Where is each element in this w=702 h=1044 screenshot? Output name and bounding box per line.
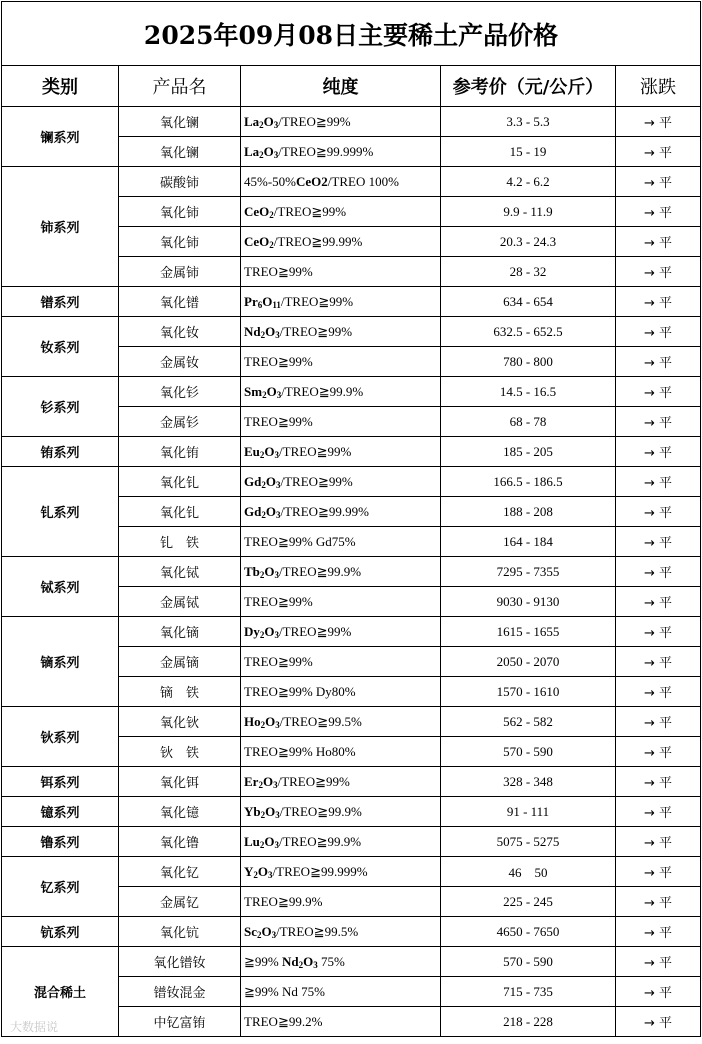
purity-segment: 6: [257, 299, 263, 310]
change-cell: → 平: [616, 827, 701, 857]
purity-cell: [241, 677, 441, 707]
purity-cell: [241, 287, 441, 317]
purity-cell: [241, 527, 441, 557]
purity-segment: Y: [244, 863, 254, 879]
purity-cell: [241, 257, 441, 287]
purity-cell: [241, 737, 441, 767]
purity-segment: O: [265, 473, 276, 489]
purity-cell: [241, 227, 441, 257]
purity-cell: [241, 167, 441, 197]
product-cell: 氧化钪: [119, 917, 241, 947]
change-cell: → 平: [616, 497, 701, 527]
table-row: [2, 377, 701, 407]
category-cell: 钪系列: [2, 917, 119, 947]
category-cell: 铈系列: [2, 167, 119, 287]
purity-segment: 3: [274, 839, 280, 850]
purity-segment: La: [244, 113, 260, 129]
purity-cell: [241, 617, 441, 647]
product-cell: 氧化镨钕: [119, 947, 241, 977]
purity-segment: 3: [271, 929, 277, 940]
purity-segment: O: [257, 863, 269, 879]
purity-segment: /TREO≧99%: [279, 623, 352, 639]
price-cell: 9.9 - 11.9: [441, 197, 616, 227]
product-cell: 钬 铁: [119, 737, 241, 767]
price-cell: 2050 - 2070: [441, 647, 616, 677]
price-cell: 570 - 590: [441, 737, 616, 767]
purity-segment: /TREO≧99.9%: [279, 833, 362, 849]
purity-segment: 2: [260, 329, 266, 340]
price-cell: 28 - 32: [441, 257, 616, 287]
price-cell: 3.3 - 5.3: [441, 107, 616, 137]
change-cell: → 平: [616, 347, 701, 377]
purity-segment: O: [265, 803, 276, 819]
price-cell: 5075 - 5275: [441, 827, 616, 857]
header-price: 参考价（元/公斤）: [441, 66, 616, 107]
purity-segment: 2: [269, 209, 274, 220]
change-cell: → 平: [616, 167, 701, 197]
page-title: 2025年09月08日主要稀土产品价格: [2, 2, 701, 66]
purity-segment: O: [264, 563, 275, 579]
product-cell: 氧化钆: [119, 467, 241, 497]
product-cell: 氧化钬: [119, 707, 241, 737]
purity-segment: 3: [275, 329, 280, 340]
purity-segment: TREO≧99%: [244, 263, 313, 279]
purity-segment: 2: [259, 839, 265, 850]
purity-segment: 3: [313, 959, 318, 970]
product-cell: 氧化铈: [119, 197, 241, 227]
table-row: [2, 857, 701, 887]
purity-segment: O: [264, 833, 275, 849]
header-change: 涨跌: [616, 66, 701, 107]
purity-segment: 3: [275, 509, 281, 520]
purity-segment: O: [265, 503, 276, 519]
purity-segment: Tb: [244, 563, 260, 579]
purity-segment: TREO≧99.9%: [244, 893, 323, 909]
product-cell: 氧化镧: [119, 137, 241, 167]
purity-segment: Eu: [244, 443, 260, 459]
purity-cell: [241, 767, 441, 797]
purity-segment: Er: [244, 773, 259, 789]
product-cell: 金属铽: [119, 587, 241, 617]
category-cell: 镧系列: [2, 107, 119, 167]
change-cell: → 平: [616, 797, 701, 827]
product-cell: 金属钐: [119, 407, 241, 437]
purity-segment: CeO: [244, 233, 270, 249]
purity-segment: 45%-50%: [244, 173, 296, 189]
price-cell: 14.5 - 16.5: [441, 377, 616, 407]
price-cell: 164 - 184: [441, 527, 616, 557]
purity-segment: /TREO≧99%: [279, 443, 352, 459]
purity-segment: /TREO≧99%: [277, 773, 350, 789]
category-cell: 镱系列: [2, 797, 119, 827]
purity-segment: ≧99%: [244, 953, 282, 969]
change-cell: → 平: [616, 587, 701, 617]
purity-segment: O: [264, 443, 275, 459]
purity-segment: 2: [259, 149, 264, 160]
change-cell: → 平: [616, 197, 701, 227]
table-row: [2, 797, 701, 827]
purity-segment: 2: [269, 239, 274, 250]
price-cell: 562 - 582: [441, 707, 616, 737]
purity-segment: /TREO≧99.5%: [276, 923, 359, 939]
purity-segment: 3: [275, 719, 280, 730]
purity-cell: [241, 407, 441, 437]
purity-segment: /TREO≧99.999%: [278, 143, 374, 159]
purity-segment: TREO≧99.2%: [244, 1013, 323, 1029]
purity-segment: 2: [258, 779, 263, 790]
table-row: [2, 107, 701, 137]
purity-segment: TREO≧99%: [244, 593, 313, 609]
price-cell: 166.5 - 186.5: [441, 467, 616, 497]
purity-cell: [241, 977, 441, 1007]
price-cell: 185 - 205: [441, 437, 616, 467]
purity-segment: Sc: [244, 923, 257, 939]
product-cell: 氧化钇: [119, 857, 241, 887]
product-cell: 氧化钐: [119, 377, 241, 407]
purity-segment: /TREO≧99%: [279, 323, 353, 339]
category-cell: 钆系列: [2, 467, 119, 557]
purity-cell: [241, 797, 441, 827]
product-cell: 氧化镱: [119, 797, 241, 827]
product-cell: 氧化镧: [119, 107, 241, 137]
purity-segment: 2: [259, 629, 265, 640]
change-cell: → 平: [616, 917, 701, 947]
purity-segment: 3: [275, 809, 280, 820]
purity-segment: 3: [274, 569, 280, 580]
purity-segment: TREO≧99% Gd75%: [244, 533, 356, 549]
purity-segment: Sm: [244, 383, 263, 399]
purity-segment: /TREO≧99%: [280, 293, 354, 309]
price-cell: 188 - 208: [441, 497, 616, 527]
product-cell: 金属铈: [119, 257, 241, 287]
product-cell: 中钇富铕: [119, 1007, 241, 1037]
purity-segment: 2: [259, 119, 264, 130]
purity-cell: [241, 317, 441, 347]
price-table: [1, 1, 701, 1037]
purity-segment: /TREO≧99.9%: [279, 563, 362, 579]
title-row: [2, 2, 701, 66]
product-cell: 金属镝: [119, 647, 241, 677]
purity-segment: TREO≧99%: [244, 413, 313, 429]
product-cell: 氧化镥: [119, 827, 241, 857]
price-cell: 7295 - 7355: [441, 557, 616, 587]
purity-segment: Dy: [244, 623, 260, 639]
purity-cell: [241, 827, 441, 857]
price-cell: 4.2 - 6.2: [441, 167, 616, 197]
price-cell: 634 - 654: [441, 287, 616, 317]
table-row: [2, 167, 701, 197]
category-cell: 铕系列: [2, 437, 119, 467]
purity-segment: 2: [253, 869, 258, 880]
purity-segment: 2: [259, 449, 265, 460]
purity-cell: [241, 437, 441, 467]
purity-cell: [241, 857, 441, 887]
product-cell: 氧化镝: [119, 617, 241, 647]
table-row: [2, 767, 701, 797]
purity-cell: [241, 587, 441, 617]
purity-segment: /TREO≧99.5%: [279, 713, 362, 729]
purity-segment: Gd: [244, 473, 262, 489]
change-cell: → 平: [616, 467, 701, 497]
purity-segment: /TREO 100%: [327, 173, 399, 189]
change-cell: → 平: [616, 527, 701, 557]
change-cell: → 平: [616, 617, 701, 647]
change-cell: → 平: [616, 857, 701, 887]
purity-cell: [241, 467, 441, 497]
purity-segment: O: [263, 113, 274, 129]
category-cell: 镝系列: [2, 617, 119, 707]
product-cell: 钆 铁: [119, 527, 241, 557]
product-cell: 氧化钆: [119, 497, 241, 527]
price-cell: 570 - 590: [441, 947, 616, 977]
change-cell: → 平: [616, 707, 701, 737]
purity-segment: TREO≧99% Ho80%: [244, 743, 356, 759]
purity-segment: Lu: [244, 833, 260, 849]
price-cell: 1615 - 1655: [441, 617, 616, 647]
product-cell: 碳酸铈: [119, 167, 241, 197]
change-cell: → 平: [616, 887, 701, 917]
purity-segment: Nd: [244, 323, 261, 339]
purity-segment: O: [266, 383, 277, 399]
product-cell: 金属钕: [119, 347, 241, 377]
purity-segment: O: [265, 713, 276, 729]
purity-cell: [241, 347, 441, 377]
purity-segment: 3: [275, 479, 281, 490]
purity-cell: [241, 1007, 441, 1037]
purity-segment: /TREO≧99%: [280, 473, 353, 489]
price-cell: 46 50: [441, 857, 616, 887]
purity-segment: O: [262, 773, 274, 789]
purity-cell: [241, 947, 441, 977]
price-cell: 218 - 228: [441, 1007, 616, 1037]
purity-segment: /TREO≧99.9%: [281, 383, 364, 399]
purity-segment: Pr: [244, 293, 258, 309]
purity-cell: [241, 197, 441, 227]
change-cell: → 平: [616, 1007, 701, 1037]
purity-segment: 3: [268, 869, 273, 880]
change-cell: → 平: [616, 557, 701, 587]
table-row: [2, 467, 701, 497]
purity-segment: 2: [260, 719, 266, 730]
change-cell: → 平: [616, 677, 701, 707]
change-cell: → 平: [616, 227, 701, 257]
price-cell: 225 - 245: [441, 887, 616, 917]
purity-segment: 2: [298, 959, 304, 970]
purity-segment: 2: [262, 389, 267, 400]
table-row: [2, 947, 701, 977]
header-category: 类别: [2, 66, 119, 107]
change-cell: → 平: [616, 437, 701, 467]
price-cell: 328 - 348: [441, 767, 616, 797]
purity-segment: /TREO≧99.99%: [280, 503, 369, 519]
category-cell: 铽系列: [2, 557, 119, 617]
purity-segment: O: [262, 293, 273, 309]
change-cell: → 平: [616, 377, 701, 407]
change-cell: → 平: [616, 257, 701, 287]
purity-segment: 2: [259, 569, 265, 580]
product-cell: 氧化铒: [119, 767, 241, 797]
purity-segment: 2: [260, 809, 266, 820]
purity-segment: 2: [261, 509, 266, 520]
category-cell: 镥系列: [2, 827, 119, 857]
change-cell: → 平: [616, 407, 701, 437]
category-cell: 铒系列: [2, 767, 119, 797]
watermark: 大数据说: [10, 1020, 59, 1034]
price-cell: 4650 - 7650: [441, 917, 616, 947]
table-row: [2, 287, 701, 317]
purity-cell: [241, 557, 441, 587]
price-cell: 715 - 735: [441, 977, 616, 1007]
purity-segment: TREO≧99% Dy80%: [244, 683, 356, 699]
purity-segment: O: [261, 923, 272, 939]
header-row: [2, 66, 701, 107]
product-cell: 镨钕混金: [119, 977, 241, 1007]
purity-segment: Yb: [244, 803, 261, 819]
price-cell: 9030 - 9130: [441, 587, 616, 617]
price-cell: 91 - 111: [441, 797, 616, 827]
change-cell: → 平: [616, 737, 701, 767]
change-cell: → 平: [616, 137, 701, 167]
price-cell: 68 - 78: [441, 407, 616, 437]
purity-segment: 3: [276, 389, 282, 400]
change-cell: → 平: [616, 977, 701, 1007]
category-cell: 混合稀土: [2, 947, 119, 1037]
purity-segment: /TREO≧99%: [273, 203, 347, 219]
purity-cell: [241, 917, 441, 947]
product-cell: 氧化铈: [119, 227, 241, 257]
purity-segment: Nd: [281, 953, 299, 969]
purity-segment: Ho: [244, 713, 261, 729]
table-row: [2, 827, 701, 857]
purity-segment: /TREO≧99.999%: [272, 863, 368, 879]
purity-segment: 3: [273, 119, 279, 130]
purity-segment: 3: [273, 779, 278, 790]
category-cell: 钐系列: [2, 377, 119, 437]
purity-segment: TREO≧99%: [244, 353, 313, 369]
purity-segment: La: [244, 143, 260, 159]
purity-segment: 3: [273, 149, 279, 160]
product-cell: 氧化钕: [119, 317, 241, 347]
purity-segment: O: [264, 623, 275, 639]
header-purity: 纯度: [241, 66, 441, 107]
purity-segment: 2: [257, 929, 262, 940]
purity-segment: 75%: [317, 953, 345, 969]
product-cell: 氧化镨: [119, 287, 241, 317]
purity-cell: [241, 497, 441, 527]
change-cell: → 平: [616, 107, 701, 137]
change-cell: → 平: [616, 767, 701, 797]
product-cell: 氧化铽: [119, 557, 241, 587]
price-cell: 632.5 - 652.5: [441, 317, 616, 347]
change-cell: → 平: [616, 287, 701, 317]
purity-segment: 3: [274, 449, 280, 460]
table-row: [2, 557, 701, 587]
price-cell: 1570 - 1610: [441, 677, 616, 707]
category-cell: 镨系列: [2, 287, 119, 317]
purity-segment: /TREO≧99.9%: [279, 803, 362, 819]
purity-segment: O: [263, 143, 274, 159]
price-cell: 20.3 - 24.3: [441, 227, 616, 257]
purity-segment: ≧99% Nd 75%: [244, 983, 325, 999]
price-cell: 780 - 800: [441, 347, 616, 377]
table-row: [2, 617, 701, 647]
price-cell: 15 - 19: [441, 137, 616, 167]
purity-segment: CeO: [296, 173, 322, 189]
category-cell: 钇系列: [2, 857, 119, 917]
change-cell: → 平: [616, 947, 701, 977]
table-row: [2, 917, 701, 947]
category-cell: 钬系列: [2, 707, 119, 767]
purity-segment: O: [265, 323, 276, 339]
purity-segment: 2: [321, 173, 328, 189]
purity-segment: Gd: [244, 503, 262, 519]
table-row: [2, 317, 701, 347]
purity-segment: /TREO≧99.99%: [273, 233, 363, 249]
table-row: [2, 437, 701, 467]
product-cell: 氧化铕: [119, 437, 241, 467]
table-row: [2, 707, 701, 737]
purity-cell: [241, 707, 441, 737]
purity-segment: 11: [272, 299, 281, 310]
purity-segment: /TREO≧99%: [278, 113, 351, 129]
purity-segment: 3: [274, 629, 280, 640]
purity-cell: [241, 107, 441, 137]
change-cell: → 平: [616, 317, 701, 347]
header-product: 产品名: [119, 66, 241, 107]
purity-cell: [241, 377, 441, 407]
product-cell: 镝 铁: [119, 677, 241, 707]
purity-cell: [241, 137, 441, 167]
change-cell: → 平: [616, 647, 701, 677]
category-cell: 钕系列: [2, 317, 119, 377]
purity-segment: O: [303, 953, 314, 969]
purity-cell: [241, 887, 441, 917]
purity-segment: 2: [261, 479, 266, 490]
product-cell: 金属钇: [119, 887, 241, 917]
purity-cell: [241, 647, 441, 677]
purity-segment: CeO: [244, 203, 270, 219]
purity-segment: TREO≧99%: [244, 653, 313, 669]
